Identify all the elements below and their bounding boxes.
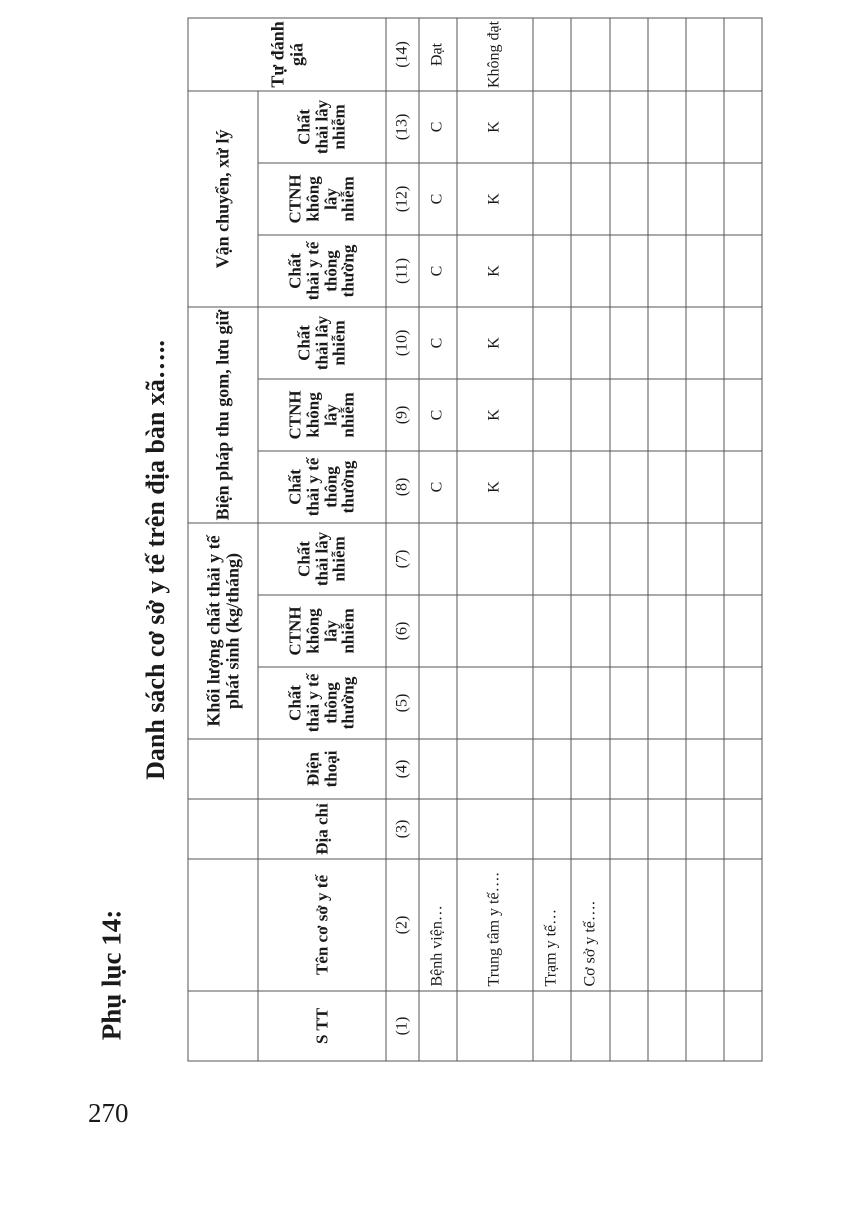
cell-assessment: Không đạt	[457, 18, 533, 91]
cell-value	[419, 667, 457, 739]
page-number: 270	[88, 1098, 129, 1128]
cell-assessment	[648, 18, 686, 91]
header-stt-spacer	[188, 991, 258, 1061]
cell-value	[724, 451, 762, 523]
cell-facility-name	[648, 859, 686, 991]
header-stt: S TT	[258, 991, 386, 1061]
header-address: Địa chỉ	[258, 799, 386, 859]
cell-phone	[457, 739, 533, 799]
header-phone-spacer	[188, 739, 258, 799]
cell-value	[571, 163, 609, 235]
cell-facility-name	[724, 859, 762, 991]
cell-address	[648, 799, 686, 859]
cell-value	[648, 307, 686, 379]
cell-value: C	[419, 307, 457, 379]
table-row	[686, 18, 724, 1061]
cell-value	[533, 235, 571, 307]
column-number: (7)	[386, 523, 419, 595]
cell-value	[610, 307, 648, 379]
appendix-label: Phụ lục 14:	[96, 909, 127, 1041]
header-transport-hazardous: CTNH không lây nhiễm	[258, 163, 386, 235]
cell-facility-name: Trung tâm y tế….	[457, 859, 533, 991]
cell-value	[610, 91, 648, 163]
column-number: (13)	[386, 91, 419, 163]
header-facility-name: Tên cơ sở y tế	[258, 859, 386, 991]
cell-facility-name: Bệnh viện…	[419, 859, 457, 991]
cell-value	[686, 163, 724, 235]
header-collection-hazardous: CTNH không lây nhiễm	[258, 379, 386, 451]
column-number: (11)	[386, 235, 419, 307]
table-row	[571, 18, 609, 1061]
cell-value	[724, 595, 762, 667]
table-row	[419, 18, 457, 1061]
cell-value	[610, 451, 648, 523]
cell-value	[533, 379, 571, 451]
cell-address	[686, 799, 724, 859]
cell-value	[686, 379, 724, 451]
cell-value: K	[457, 307, 533, 379]
cell-value	[648, 451, 686, 523]
header-volume-normal: Chất thải y tế thông thường	[258, 667, 386, 739]
cell-value	[571, 523, 609, 595]
cell-stt	[686, 991, 724, 1061]
cell-value: C	[419, 163, 457, 235]
cell-phone	[610, 739, 648, 799]
cell-value	[610, 667, 648, 739]
cell-value: K	[457, 163, 533, 235]
cell-assessment	[686, 18, 724, 91]
header-collection: Biện pháp thu gom, lưu giữ	[188, 307, 258, 523]
cell-assessment	[610, 18, 648, 91]
cell-address	[571, 799, 609, 859]
cell-phone	[533, 739, 571, 799]
header-waste-volume: Khối lượng chất thải y tế phát sinh (kg/tháng)	[188, 523, 258, 739]
column-number: (12)	[386, 163, 419, 235]
header-volume-infectious: Chất thải lây nhiễm	[258, 523, 386, 595]
cell-facility-name: Cơ sở y tế….	[571, 859, 609, 991]
cell-value	[571, 667, 609, 739]
cell-value	[457, 523, 533, 595]
cell-value	[571, 235, 609, 307]
cell-value	[571, 307, 609, 379]
cell-value	[610, 595, 648, 667]
column-number: (2)	[386, 859, 419, 991]
document-title: Danh sách cơ sở y tế trên địa bàn xã…..	[141, 340, 170, 780]
cell-value	[686, 523, 724, 595]
cell-value	[648, 523, 686, 595]
header-row-subcolumns	[258, 18, 386, 1061]
cell-facility-name	[686, 859, 724, 991]
header-address-spacer	[188, 799, 258, 859]
cell-value	[457, 667, 533, 739]
facility-table-container	[188, 20, 763, 1062]
cell-value	[724, 235, 762, 307]
cell-phone	[571, 739, 609, 799]
header-transport-normal: Chất thải y tế thông thường	[258, 235, 386, 307]
cell-value: C	[419, 379, 457, 451]
facility-table	[188, 17, 763, 1061]
cell-value	[724, 91, 762, 163]
cell-phone	[686, 739, 724, 799]
cell-phone	[648, 739, 686, 799]
cell-value	[724, 667, 762, 739]
cell-stt	[571, 991, 609, 1061]
header-volume-hazardous: CTNH không lây nhiễm	[258, 595, 386, 667]
cell-stt	[457, 991, 533, 1061]
cell-value	[533, 667, 571, 739]
cell-value: K	[457, 379, 533, 451]
cell-value	[533, 91, 571, 163]
column-number: (10)	[386, 307, 419, 379]
cell-value: K	[457, 91, 533, 163]
cell-address	[610, 799, 648, 859]
cell-value	[686, 667, 724, 739]
cell-address	[533, 799, 571, 859]
column-number: (14)	[386, 18, 419, 91]
cell-value	[610, 523, 648, 595]
column-number: (9)	[386, 379, 419, 451]
cell-assessment: Đạt	[419, 18, 457, 91]
cell-value	[648, 91, 686, 163]
header-collection-normal: Chất thải y tế thông thường	[258, 451, 386, 523]
header-transport: Vận chuyển, xử lý	[188, 91, 258, 307]
cell-value	[610, 163, 648, 235]
cell-value	[686, 235, 724, 307]
cell-value	[571, 451, 609, 523]
header-collection-infectious: Chất thải lây nhiễm	[258, 307, 386, 379]
cell-address	[457, 799, 533, 859]
cell-stt	[648, 991, 686, 1061]
table-row	[724, 18, 762, 1061]
cell-assessment	[533, 18, 571, 91]
header-phone: Điện thoại	[258, 739, 386, 799]
cell-value	[533, 595, 571, 667]
cell-value	[571, 595, 609, 667]
table-row	[648, 18, 686, 1061]
cell-value	[724, 379, 762, 451]
column-number: (4)	[386, 739, 419, 799]
header-self-assessment: Tự đánh giá	[188, 18, 386, 91]
cell-value	[533, 163, 571, 235]
cell-value	[686, 307, 724, 379]
cell-value	[610, 235, 648, 307]
cell-phone	[724, 739, 762, 799]
cell-value	[724, 523, 762, 595]
header-transport-infectious: Chất thải lây nhiễm	[258, 91, 386, 163]
cell-address	[724, 799, 762, 859]
cell-value	[457, 595, 533, 667]
cell-value	[533, 523, 571, 595]
cell-value	[419, 523, 457, 595]
cell-value: C	[419, 451, 457, 523]
cell-value	[648, 235, 686, 307]
header-name-spacer	[188, 859, 258, 991]
cell-value: K	[457, 235, 533, 307]
cell-value	[648, 595, 686, 667]
table-row	[610, 18, 648, 1061]
cell-assessment	[724, 18, 762, 91]
cell-value	[571, 91, 609, 163]
cell-address	[419, 799, 457, 859]
cell-value	[610, 379, 648, 451]
column-number: (8)	[386, 451, 419, 523]
cell-value	[686, 451, 724, 523]
column-number: (6)	[386, 595, 419, 667]
cell-value: K	[457, 451, 533, 523]
header-row-groups	[188, 18, 258, 1061]
cell-value	[686, 91, 724, 163]
cell-phone	[419, 739, 457, 799]
column-number: (3)	[386, 799, 419, 859]
table-row	[457, 18, 533, 1061]
column-number-row	[386, 18, 419, 1061]
cell-value	[648, 163, 686, 235]
cell-value	[724, 163, 762, 235]
cell-value	[419, 595, 457, 667]
cell-value	[648, 667, 686, 739]
cell-value	[533, 451, 571, 523]
cell-stt	[610, 991, 648, 1061]
cell-stt	[724, 991, 762, 1061]
cell-assessment	[571, 18, 609, 91]
cell-stt	[419, 991, 457, 1061]
cell-value	[648, 379, 686, 451]
cell-value: C	[419, 91, 457, 163]
cell-value	[533, 307, 571, 379]
cell-value	[571, 379, 609, 451]
cell-value	[724, 307, 762, 379]
cell-value	[686, 595, 724, 667]
table-row	[533, 18, 571, 1061]
column-number: (5)	[386, 667, 419, 739]
cell-value: C	[419, 235, 457, 307]
cell-stt	[533, 991, 571, 1061]
column-number: (1)	[386, 991, 419, 1061]
cell-facility-name: Trạm y tế…	[533, 859, 571, 991]
cell-facility-name	[610, 859, 648, 991]
